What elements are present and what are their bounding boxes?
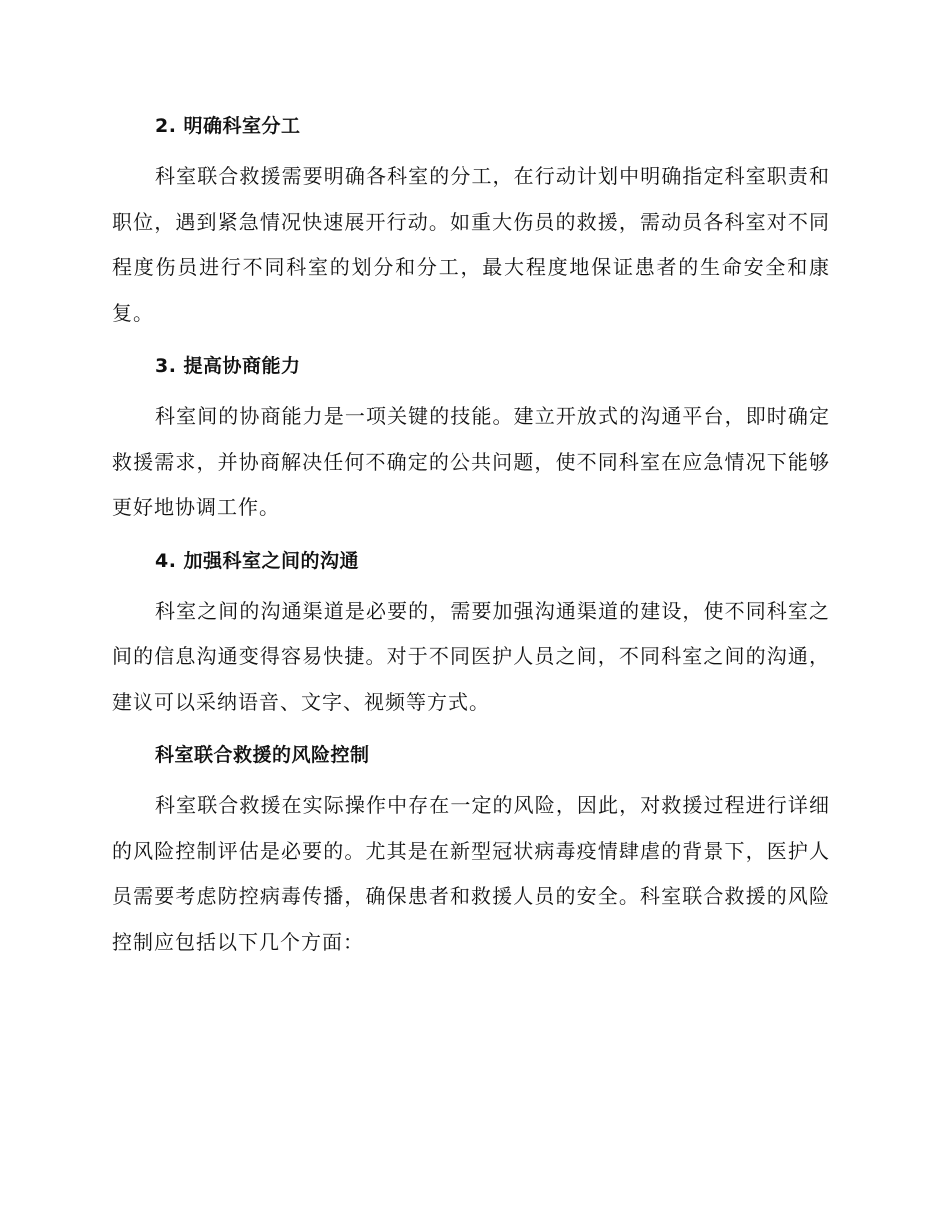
- section-communication: [112, 539, 830, 726]
- section-heading: 2. 明确科室分工: [155, 115, 301, 137]
- section-risk-control: [112, 733, 830, 965]
- section-negotiation-ability: [112, 344, 830, 531]
- section-heading: 3. 提高协商能力: [155, 355, 301, 377]
- section-paragraph: 科室联合救援需要明确各科室的分工，在行动计划中明确指定科室职责和职位，遇到紧急情况快速展开行动。如重大伤员的救援，需动员各科室对不同程度伤员进行不同科室的划分和分工，最大程度地保证患者的生命安全和康复。: [112, 164, 830, 325]
- section-heading: 4. 加强科室之间的沟通: [155, 549, 360, 572]
- section-paragraph: 科室联合救援在实际操作中存在一定的风险，因此，对救援过程进行详细的风险控制评估是必要的。尤其是在新型冠状病毒疫情肆虐的背景下，医护人员需要考虑防控病毒传播，确保患者和救援人员的安全。科室联合救援的风险控制应包括以下几个方面：: [112, 793, 830, 954]
- section-paragraph: 科室间的协商能力是一项关键的技能。建立开放式的沟通平台，即时确定救援需求，并协商解决任何不确定的公共问题，使不同科室在应急情况下能够更好地协调工作。: [112, 404, 830, 519]
- section-heading: 科室联合救援的风险控制: [155, 744, 370, 766]
- document-body: [112, 104, 830, 973]
- section-paragraph: 科室之间的沟通渠道是必要的，需要加强沟通渠道的建设，使不同科室之间的信息沟通变得容易快捷。对于不同医护人员之间，不同科室之间的沟通，建议可以采纳语音、文字、视频等方式。: [112, 598, 830, 714]
- section-department-division: [112, 104, 830, 336]
